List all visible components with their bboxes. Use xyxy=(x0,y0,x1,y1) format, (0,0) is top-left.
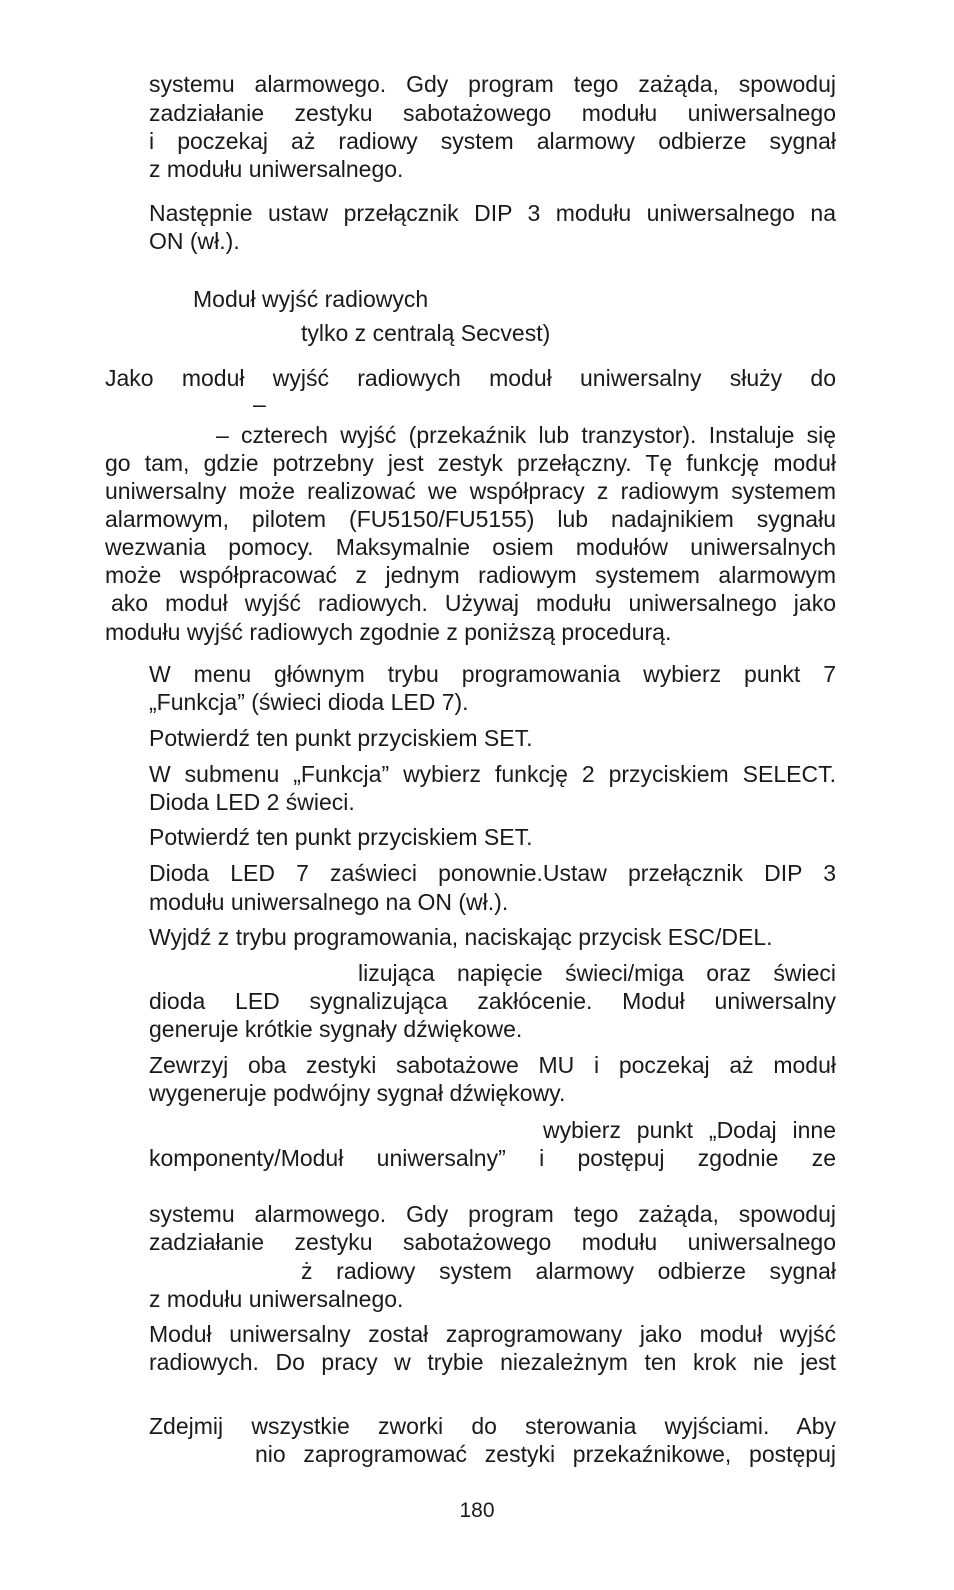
text-line: systemu alarmowego. Gdy program tego zażąda, spowoduj xyxy=(149,71,836,97)
text-line: zadziałanie zestyku sabotażowego modułu uniwersalnego xyxy=(149,100,836,126)
step-line: lizująca napięcie świeci/miga oraz świeci xyxy=(358,960,836,986)
step-line: nio zaprogramować zestyki przekaźnikowe, postępuj xyxy=(255,1441,836,1467)
step-line: ż radiowy system alarmowy odbierze sygnał xyxy=(301,1258,836,1284)
text-line: i poczekaj aż radiowy system alarmowy odbierze sygnał xyxy=(149,128,836,154)
text-line: go tam, gdzie potrzebny jest zestyk przełączny. Tę funkcję moduł xyxy=(105,450,836,476)
text-line: ON (wł.). xyxy=(149,228,240,254)
step-line: zadziałanie zestyku sabotażowego modułu uniwersalnego xyxy=(149,1229,836,1255)
section-heading: Moduł wyjść radiowych xyxy=(193,286,429,312)
step-line: Moduł uniwersalny został zaprogramowany jako moduł wyjść xyxy=(149,1321,836,1347)
step-line: dioda LED sygnalizująca zakłócenie. Moduł uniwersalny xyxy=(149,988,836,1014)
section-subheading: tylko z centralą Secvest) xyxy=(301,320,551,346)
step-line: Dioda LED 2 świeci. xyxy=(149,789,355,815)
step-line: z modułu uniwersalnego. xyxy=(149,1286,404,1312)
text-line: alarmowym, pilotem (FU5150/FU5155) lub nadajnikiem sygnału xyxy=(105,506,836,532)
text-line: ako moduł wyjść radiowych. Używaj modułu uniwersalnego jako xyxy=(111,590,836,616)
text-line: z modułu uniwersalnego. xyxy=(149,156,404,182)
step-line: W submenu „Funkcja” wybierz funkcję 2 przyciskiem SELECT. xyxy=(149,761,836,787)
text-line: modułu wyjść radiowych zgodnie z poniższą procedurą. xyxy=(105,619,672,645)
step-line: „Funkcja” (świeci dioda LED 7). xyxy=(149,689,469,715)
step-line: radiowych. Do pracy w trybie niezależnym ten krok nie jest xyxy=(149,1349,836,1375)
step-line: Zewrzyj oba zestyki sabotażowe MU i poczekaj aż moduł xyxy=(149,1052,836,1078)
step-line: Zdejmij wszystkie zworki do sterowania wyjściami. Aby xyxy=(149,1413,836,1439)
step-line: Wyjdź z trybu programowania, naciskając przycisk ESC/DEL. xyxy=(149,924,773,950)
text-line: uniwersalny może realizować we współpracy z radiowym systemem xyxy=(105,478,836,504)
page-number: 180 xyxy=(459,1499,495,1522)
step-line: modułu uniwersalnego na ON (wł.). xyxy=(149,889,509,915)
step-line: komponenty/Moduł uniwersalny” i postępuj zgodnie ze xyxy=(149,1145,836,1171)
step-line: Dioda LED 7 zaświeci ponownie.Ustaw przełącznik DIP 3 xyxy=(149,860,836,886)
step-line: Potwierdź ten punkt przyciskiem SET. xyxy=(149,824,533,850)
text-line: Jako moduł wyjść radiowych moduł uniwersalny służy do xyxy=(105,365,836,391)
text-line: – xyxy=(253,391,266,417)
text-line: – czterech wyjść (przekaźnik lub tranzystor). Instaluje się xyxy=(216,422,836,448)
text-line: wezwania pomocy. Maksymalnie osiem modułów uniwersalnych xyxy=(105,534,836,560)
step-line: Potwierdź ten punkt przyciskiem SET. xyxy=(149,725,533,751)
step-line: wygeneruje podwójny sygnał dźwiękowy. xyxy=(149,1080,566,1106)
step-line: generuje krótkie sygnały dźwiękowe. xyxy=(149,1016,523,1042)
step-line: wybierz punkt „Dodaj inne xyxy=(543,1117,836,1143)
text-line: Następnie ustaw przełącznik DIP 3 modułu uniwersalnego na xyxy=(149,200,836,226)
step-line: systemu alarmowego. Gdy program tego zażąda, spowoduj xyxy=(149,1201,836,1227)
step-line: W menu głównym trybu programowania wybierz punkt 7 xyxy=(149,661,836,687)
text-line: może współpracować z jednym radiowym systemem alarmowym xyxy=(105,562,836,588)
